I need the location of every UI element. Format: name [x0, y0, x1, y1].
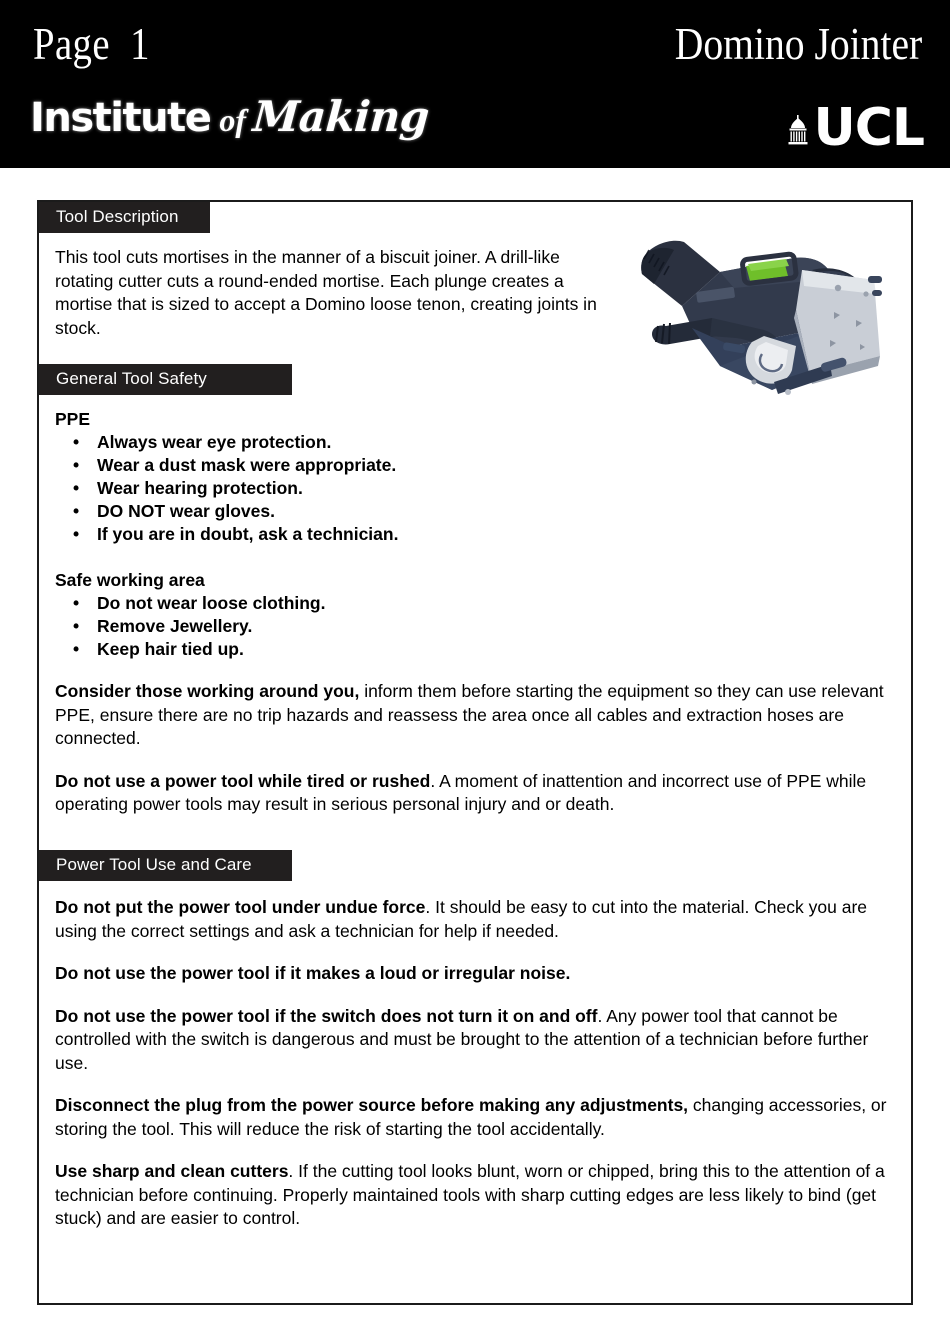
bullet-icon: •: [73, 455, 80, 475]
paragraph-lead: Use sharp and clean cutters: [55, 1161, 289, 1181]
list-item: [55, 615, 900, 638]
list-item: [55, 592, 900, 615]
document-title: Domino Jointer: [674, 19, 922, 69]
list-item: [55, 431, 900, 454]
list-item-label: Remove Jewellery.: [97, 616, 253, 636]
paragraph-lead: Do not use the power tool if the switch does not turn it on and off: [55, 1005, 598, 1026]
list-item-label: Do not wear loose clothing.: [97, 593, 326, 613]
logo-word-making: Making: [251, 92, 431, 141]
logo-word-of: of: [219, 102, 247, 138]
list-item-label: DO NOT wear gloves.: [97, 501, 275, 521]
ppe-list: [55, 431, 900, 546]
list-item-label: Keep hair tied up.: [97, 639, 244, 659]
safe-working-area-heading: Safe working area: [55, 570, 205, 590]
ucl-wordmark: UCL: [813, 98, 924, 158]
tool-description-paragraph: This tool cuts mortises in the manner of a biscuit joiner. A drill-like rotating cutter cuts a round-ended mortise. Each plunge creates a mortise that is sized to accept a Domino loose tenon, creating joints in stock.: [55, 247, 597, 338]
ppe-heading: PPE: [55, 409, 91, 429]
header-band: [0, 0, 950, 168]
bullet-icon: •: [73, 501, 80, 521]
paragraph-lead: Disconnect the plug from the power source before making any adjustments,: [55, 1095, 689, 1115]
bullet-icon: •: [73, 524, 80, 544]
list-item-label: Wear hearing protection.: [97, 478, 303, 498]
page-number-label: Page 1: [33, 19, 150, 69]
paragraph-rest: changing accessories, or storing the tool. This will reduce the risk of starting the tool accidentally.: [55, 1095, 887, 1139]
paragraph-rest: . Any power tool that cannot be controlled with the switch is dangerous and must be brought to the attention of a technician before further use.: [55, 1005, 869, 1073]
ucl-dome-icon: [787, 115, 809, 150]
list-item-label: Wear a dust mask were appropriate.: [97, 455, 397, 475]
content-box: [37, 200, 913, 1305]
paragraph-rest: inform them before starting the equipment so they can use relevant PPE, ensure there are no trip hazards and reassess the area once all cables and extraction hoses are connected.: [55, 681, 884, 748]
section-header-tool-description: Tool Description: [39, 202, 210, 233]
header-title-row: [0, 16, 950, 78]
list-item: [55, 500, 900, 523]
power-tool-use-body: [55, 896, 900, 1231]
general-safety-body: [55, 408, 900, 817]
list-item-label: Always wear eye protection.: [97, 432, 332, 452]
section-header-power-tool-use-and-care: Power Tool Use and Care: [39, 850, 292, 881]
section-header-general-tool-safety: General Tool Safety: [39, 364, 292, 395]
power-tool-paragraph: [55, 1094, 900, 1141]
paragraph-rest: . A moment of inattention and incorrect use of PPE while operating power tools may result in serious personal injury and or death.: [55, 770, 867, 814]
list-item: [55, 638, 900, 661]
paragraph-rest: . It should be easy to cut into the material. Check you are using the correct settings and ask a technician for help if needed.: [55, 897, 868, 941]
bullet-icon: •: [73, 432, 80, 452]
power-tool-paragraph: [55, 896, 900, 943]
paragraph-rest: . If the cutting tool looks blunt, worn or chipped, bring this to the attention of a technician before continuing. Properly maintained tools with sharp cutting edges are less likely to bind (get stuck) and are easier to control.: [55, 1161, 885, 1228]
list-item: [55, 477, 900, 500]
bullet-icon: •: [73, 616, 80, 636]
bullet-icon: •: [73, 593, 80, 613]
domino-jointer-photo: [624, 214, 904, 414]
paragraph-lead: Consider those working around you,: [55, 681, 360, 701]
power-tool-paragraph: [55, 1160, 900, 1231]
safety-paragraph: [55, 680, 900, 751]
list-item: [55, 523, 900, 546]
ucl-logo: [787, 98, 924, 158]
list-item: [55, 454, 900, 477]
paragraph-lead: Do not use the power tool if it makes a loud or irregular noise.: [55, 963, 571, 983]
safe-working-area-list: [55, 592, 900, 661]
power-tool-paragraph: [55, 962, 900, 986]
bullet-icon: •: [73, 478, 80, 498]
bullet-icon: •: [73, 639, 80, 659]
paragraph-lead: Do not put the power tool under undue force: [55, 897, 426, 917]
paragraph-lead: Do not use a power tool while tired or rushed: [55, 770, 431, 791]
logo-word-institute: Institute: [30, 95, 211, 141]
institute-of-making-logo: [30, 92, 429, 144]
power-tool-paragraph: [55, 1005, 900, 1076]
safety-paragraph: [55, 770, 900, 817]
list-item-label: If you are in doubt, ask a technician.: [97, 524, 399, 544]
spacer: [55, 546, 900, 569]
